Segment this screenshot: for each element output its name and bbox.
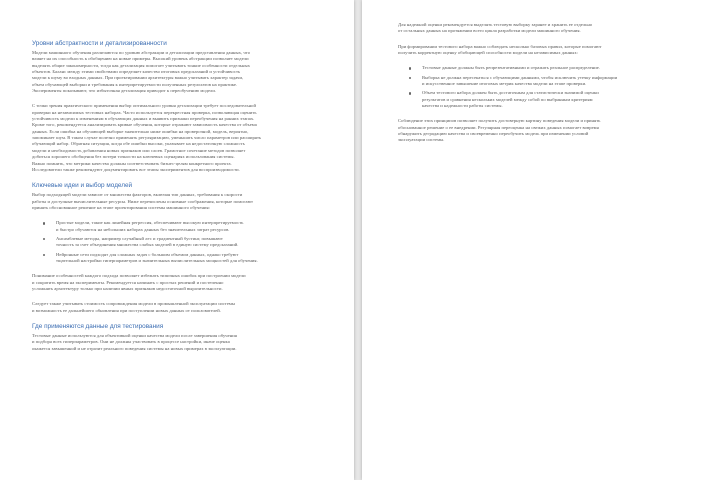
- text-line: модели к шуму во входных данных. При проектировании архитектуры важно учитывать характер задачи,: [32, 75, 244, 81]
- list-item: [56, 252, 334, 265]
- text-line: объектов. Баланс между этими свойствами определяет качество итоговых предсказаний и устойчивость: [32, 69, 241, 75]
- text-line: обнаружить деградацию качества и своевременно переобучить модель при изменении условий: [398, 131, 589, 137]
- text-line: устойчивость модели к изменениям в обучающих данных и выявить признаки переобучения на ранних этапах.: [32, 116, 255, 122]
- text-line: Тестовые данные должны быть репрезентативными и отражать реальное распределение.: [422, 65, 601, 71]
- text-line: и возможность ее дальнейшего обновления при поступлении новых данных от пользователей.: [32, 307, 221, 313]
- text-line: принять обоснованное решение на этапе проектирования системы машинного обучения:: [32, 204, 210, 210]
- page-right-content: [398, 22, 698, 153]
- text-line: Понимание особенностей каждого подхода позволяет избежать типичных ошибок при построении модели: [32, 273, 246, 279]
- section-heading: Где применяются данные для тестирования: [32, 323, 164, 330]
- text-line: получить корректную оценку обобщающей способности модели на независимых данных:: [398, 50, 579, 56]
- text-line: выделять общие закономерности, тогда как детализация помогает учитывать тонкие особенности отдельных: [32, 62, 250, 68]
- paragraph: [398, 44, 698, 57]
- text-line: обучающий набор. Обратная ситуация, когда обе ошибки высоки, указывает на недостаточную сложность: [32, 141, 245, 147]
- text-line: запоминает шум. В таком случае полезно применять регуляризацию, уменьшать число параметров или расширять: [32, 135, 262, 141]
- text-line: Исследователи также рекомендуют документировать все этапы экспериментов для воспроизводимости.: [32, 166, 240, 172]
- text-line: При формировании тестового набора важно соблюдать несколько базовых правил, которые помогают: [398, 43, 602, 49]
- paragraph: [32, 103, 334, 173]
- text-line: обоснованное решение о ее внедрении. Регулярная переоценка на свежих данных помогает вовремя: [398, 124, 599, 130]
- text-line: Тестовые данные используются для объективной оценки качества модели после завершения обучения: [32, 333, 237, 338]
- text-line: С точки зрения практического применения выбор оптимального уровня детализации требует последовательной: [32, 103, 256, 109]
- text-line: качества и надежности работы системы.: [422, 103, 503, 109]
- bullet-list: [398, 65, 698, 109]
- text-line: и искусственное завышение итоговых метрик качества модели на этапе проверки.: [422, 81, 587, 87]
- text-line: и быстро обучаются на небольших наборах данных без значительных затрат ресурсов.: [56, 226, 230, 232]
- text-line: данных. Если ошибка на обучающей выборке значительно ниже ошибки на проверочной, модель, вероятно,: [32, 128, 249, 134]
- list-item: [422, 65, 698, 71]
- text-line: Важно помнить, что метрики качества должны соответствовать бизнес-целям конкретного проекта.: [32, 160, 232, 166]
- section-heading: Ключевые идеи и выбор моделей: [32, 182, 133, 190]
- text-line: Объем тестового набора должен быть достаточным для статистически значимой оценки: [422, 90, 599, 96]
- text-line: тщательной настройки гиперпараметров и значительных вычислительных мощностей для обучения.: [56, 257, 258, 263]
- text-line: Для надежной оценки рекомендуется выделять тестовую выборку заранее и хранить ее отдельно: [398, 22, 593, 27]
- paragraph: [32, 50, 334, 94]
- section-heading: Уровни абстрактности и детализированности: [32, 40, 167, 47]
- text-line: эксплуатации системы.: [398, 137, 445, 143]
- text-line: и подбора всех гиперпараметров. Они не должны участвовать в процессе настройки, иначе оценка: [32, 339, 230, 345]
- text-line: Нейронные сети подходят для сложных задач с большим объемом данных, однако требуют: [56, 251, 239, 257]
- paragraph: [32, 192, 334, 211]
- text-line: усложнять архитектуру только при наличии явных признаков недостаточной выразительности.: [32, 285, 223, 291]
- text-line: объем обучающей выборки и требования к интерпретируемости полученных результатов на практике.: [32, 81, 238, 87]
- page-left-content: [32, 40, 334, 361]
- text-line: Соблюдение этих принципов позволяет получить достоверную картину поведения модели и принять: [398, 118, 601, 124]
- paragraph: [398, 22, 698, 35]
- text-line: Модели машинного обучения различаются по уровню абстракции и детализации представления данных, что: [32, 50, 251, 55]
- list-item: [422, 90, 698, 109]
- text-line: Выборка не должна пересекаться с обучающими данными, чтобы исключить утечку информации: [422, 74, 618, 80]
- document-page-right: [362, 0, 720, 480]
- text-line: окажется завышенной и не отразит реального поведения системы на новых примерах в эксплуатации.: [32, 345, 237, 351]
- text-line: работы и доступные вычислительные ресурсы. Ниже перечислены основные соображения, которые помогают: [32, 198, 254, 204]
- text-line: добиться хорошего обобщения без потери точности на ключевых сценариях использования системы.: [32, 154, 235, 160]
- list-item: [422, 75, 698, 88]
- text-line: влияет на их способность к обобщению на новые примеры. Высокий уровень абстракции позволяет модели: [32, 56, 249, 62]
- text-line: Простые модели, такие как линейная регрессия, обеспечивают высокую интерпретируемость: [56, 220, 244, 226]
- paragraph: [32, 333, 334, 352]
- text-line: проверки на независимых тестовых наборах. Часто используется перекрестная проверка, позволяющая оценить: [32, 109, 257, 115]
- paragraph: [32, 301, 334, 314]
- document-page-left: [0, 0, 354, 480]
- text-line: Эксперименты показывают, что избыточная детализация приводит к переобучению модели.: [32, 88, 217, 94]
- text-line: Следует также учитывать стоимость сопровождения модели в промышленной эксплуатации системы: [32, 301, 236, 307]
- text-line: результатов и сравнения нескольких моделей между собой по выбранным критериям: [422, 96, 593, 102]
- text-line: точность за счет объединения множества слабых моделей в единую систему предсказаний.: [56, 242, 239, 248]
- text-line: модели и необходимость добавления новых признаков или слоев. Грамотное сочетание методов позволяет: [32, 147, 246, 153]
- text-line: Кроме того, рекомендуется анализировать кривые обучения, которые отражают зависимость качества от объема: [32, 122, 257, 128]
- list-item: [56, 220, 334, 233]
- paragraph: [32, 273, 334, 292]
- text-line: от остальных данных на протяжении всего цикла разработки модели машинного обучения.: [398, 28, 581, 34]
- paragraph: [398, 118, 698, 143]
- bullet-list: [32, 220, 334, 264]
- text-line: Ансамблевые методы, например случайный лес и градиентный бустинг, повышают: [56, 235, 223, 241]
- list-item: [56, 236, 334, 249]
- text-line: Выбор подходящей модели зависит от множества факторов, включая тип данных, требования к скорости: [32, 192, 243, 198]
- text-line: и сократить время на эксперименты. Рекомендуется начинать с простых решений и постепенно: [32, 279, 224, 285]
